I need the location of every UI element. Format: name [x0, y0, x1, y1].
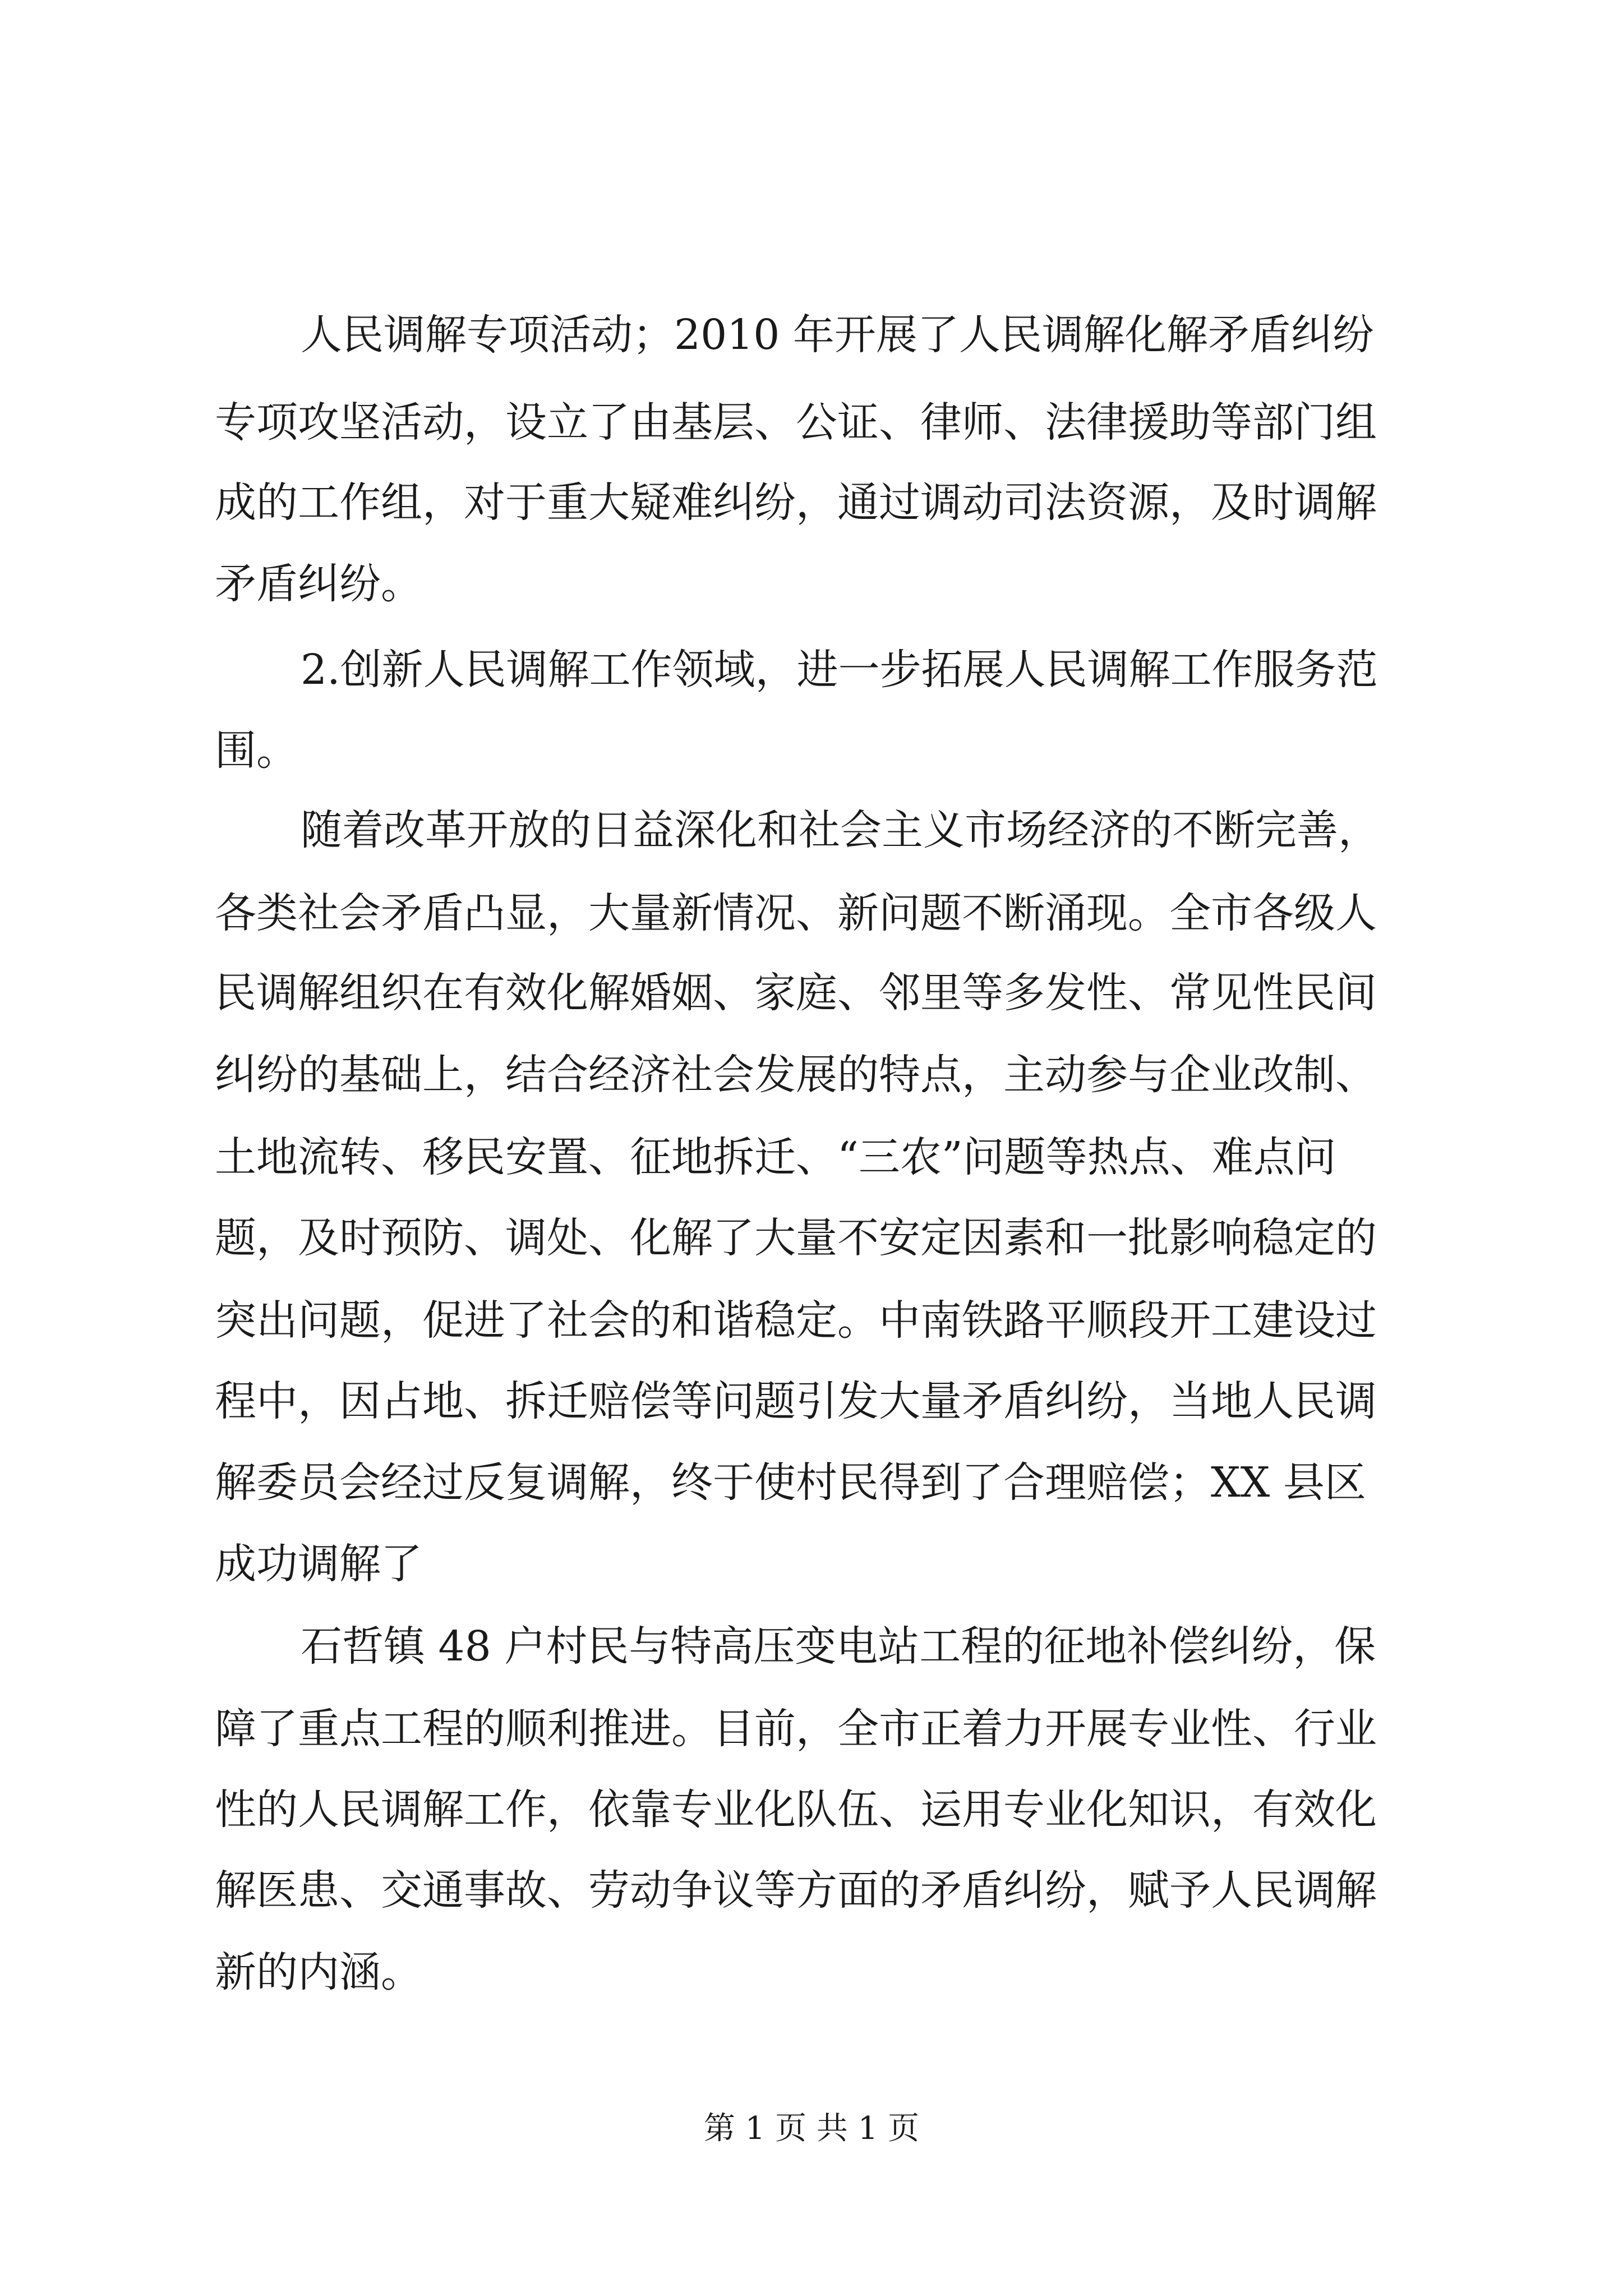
paragraph-line: 成功调解了	[215, 1540, 422, 1588]
paragraph-line: 随着改革开放的日益深化和社会主义市场经济的不断完善，	[301, 806, 1380, 854]
paragraph-line: 新的内涵。	[215, 1948, 422, 1996]
paragraph-line: 土地流转、移民安置、征地拆迁、“三农”问题等热点、难点问	[215, 1133, 1336, 1181]
paragraph-line: 成的工作组，对于重大疑难纠纷，通过调动司法资源，及时调解	[215, 478, 1377, 527]
paragraph-line: 解医患、交通事故、劳动争议等方面的矛盾纠纷，赋予人民调解	[215, 1866, 1377, 1915]
paragraph-line: 突出问题，促进了社会的和谐稳定。中南铁路平顺段开工建设过	[215, 1296, 1377, 1345]
paragraph-line: 矛盾纠纷。	[215, 560, 422, 608]
section-heading-line: 2.创新人民调解工作领域，进一步拓展人民调解工作服务范	[301, 646, 1378, 694]
paragraph-line: 民调解组织在有效化解婚姻、家庭、邻里等多发性、常见性民间	[215, 969, 1377, 1017]
paragraph-line: 障了重点工程的顺利推进。目前，全市正着力开展专业性、行业	[215, 1705, 1377, 1753]
paragraph-line: 性的人民调解工作，依靠专业化队伍、运用专业化知识，有效化	[215, 1786, 1377, 1834]
paragraph-line: 题，及时预防、调处、化解了大量不安定因素和一批影响稳定的	[215, 1214, 1377, 1262]
paragraph-line: 解委员会经过反复调解，终于使村民得到了合理赔偿；XX 县区	[215, 1458, 1366, 1507]
paragraph-line: 专项攻坚活动，设立了由基层、公证、律师、法律援助等部门组	[215, 398, 1377, 447]
paragraph-line: 程中，因占地、拆迁赔偿等问题引发大量矛盾纠纷，当地人民调	[215, 1377, 1377, 1425]
paragraph-line: 各类社会矛盾凸显，大量新情况、新问题不断涌现。全市各级人	[215, 889, 1377, 937]
paragraph-line: 石哲镇 48 户村民与特高压变电站工程的征地补偿纠纷，保	[301, 1622, 1376, 1671]
paragraph-line: 人民调解专项活动；2010 年开展了人民调解化解矛盾纠纷	[301, 311, 1374, 359]
paragraph-line: 纠纷的基础上，结合经济社会发展的特点，主动参与企业改制、	[215, 1051, 1377, 1099]
section-heading-line: 围。	[215, 726, 298, 775]
page-footer: 第 1 页 共 1 页	[703, 2110, 920, 2147]
